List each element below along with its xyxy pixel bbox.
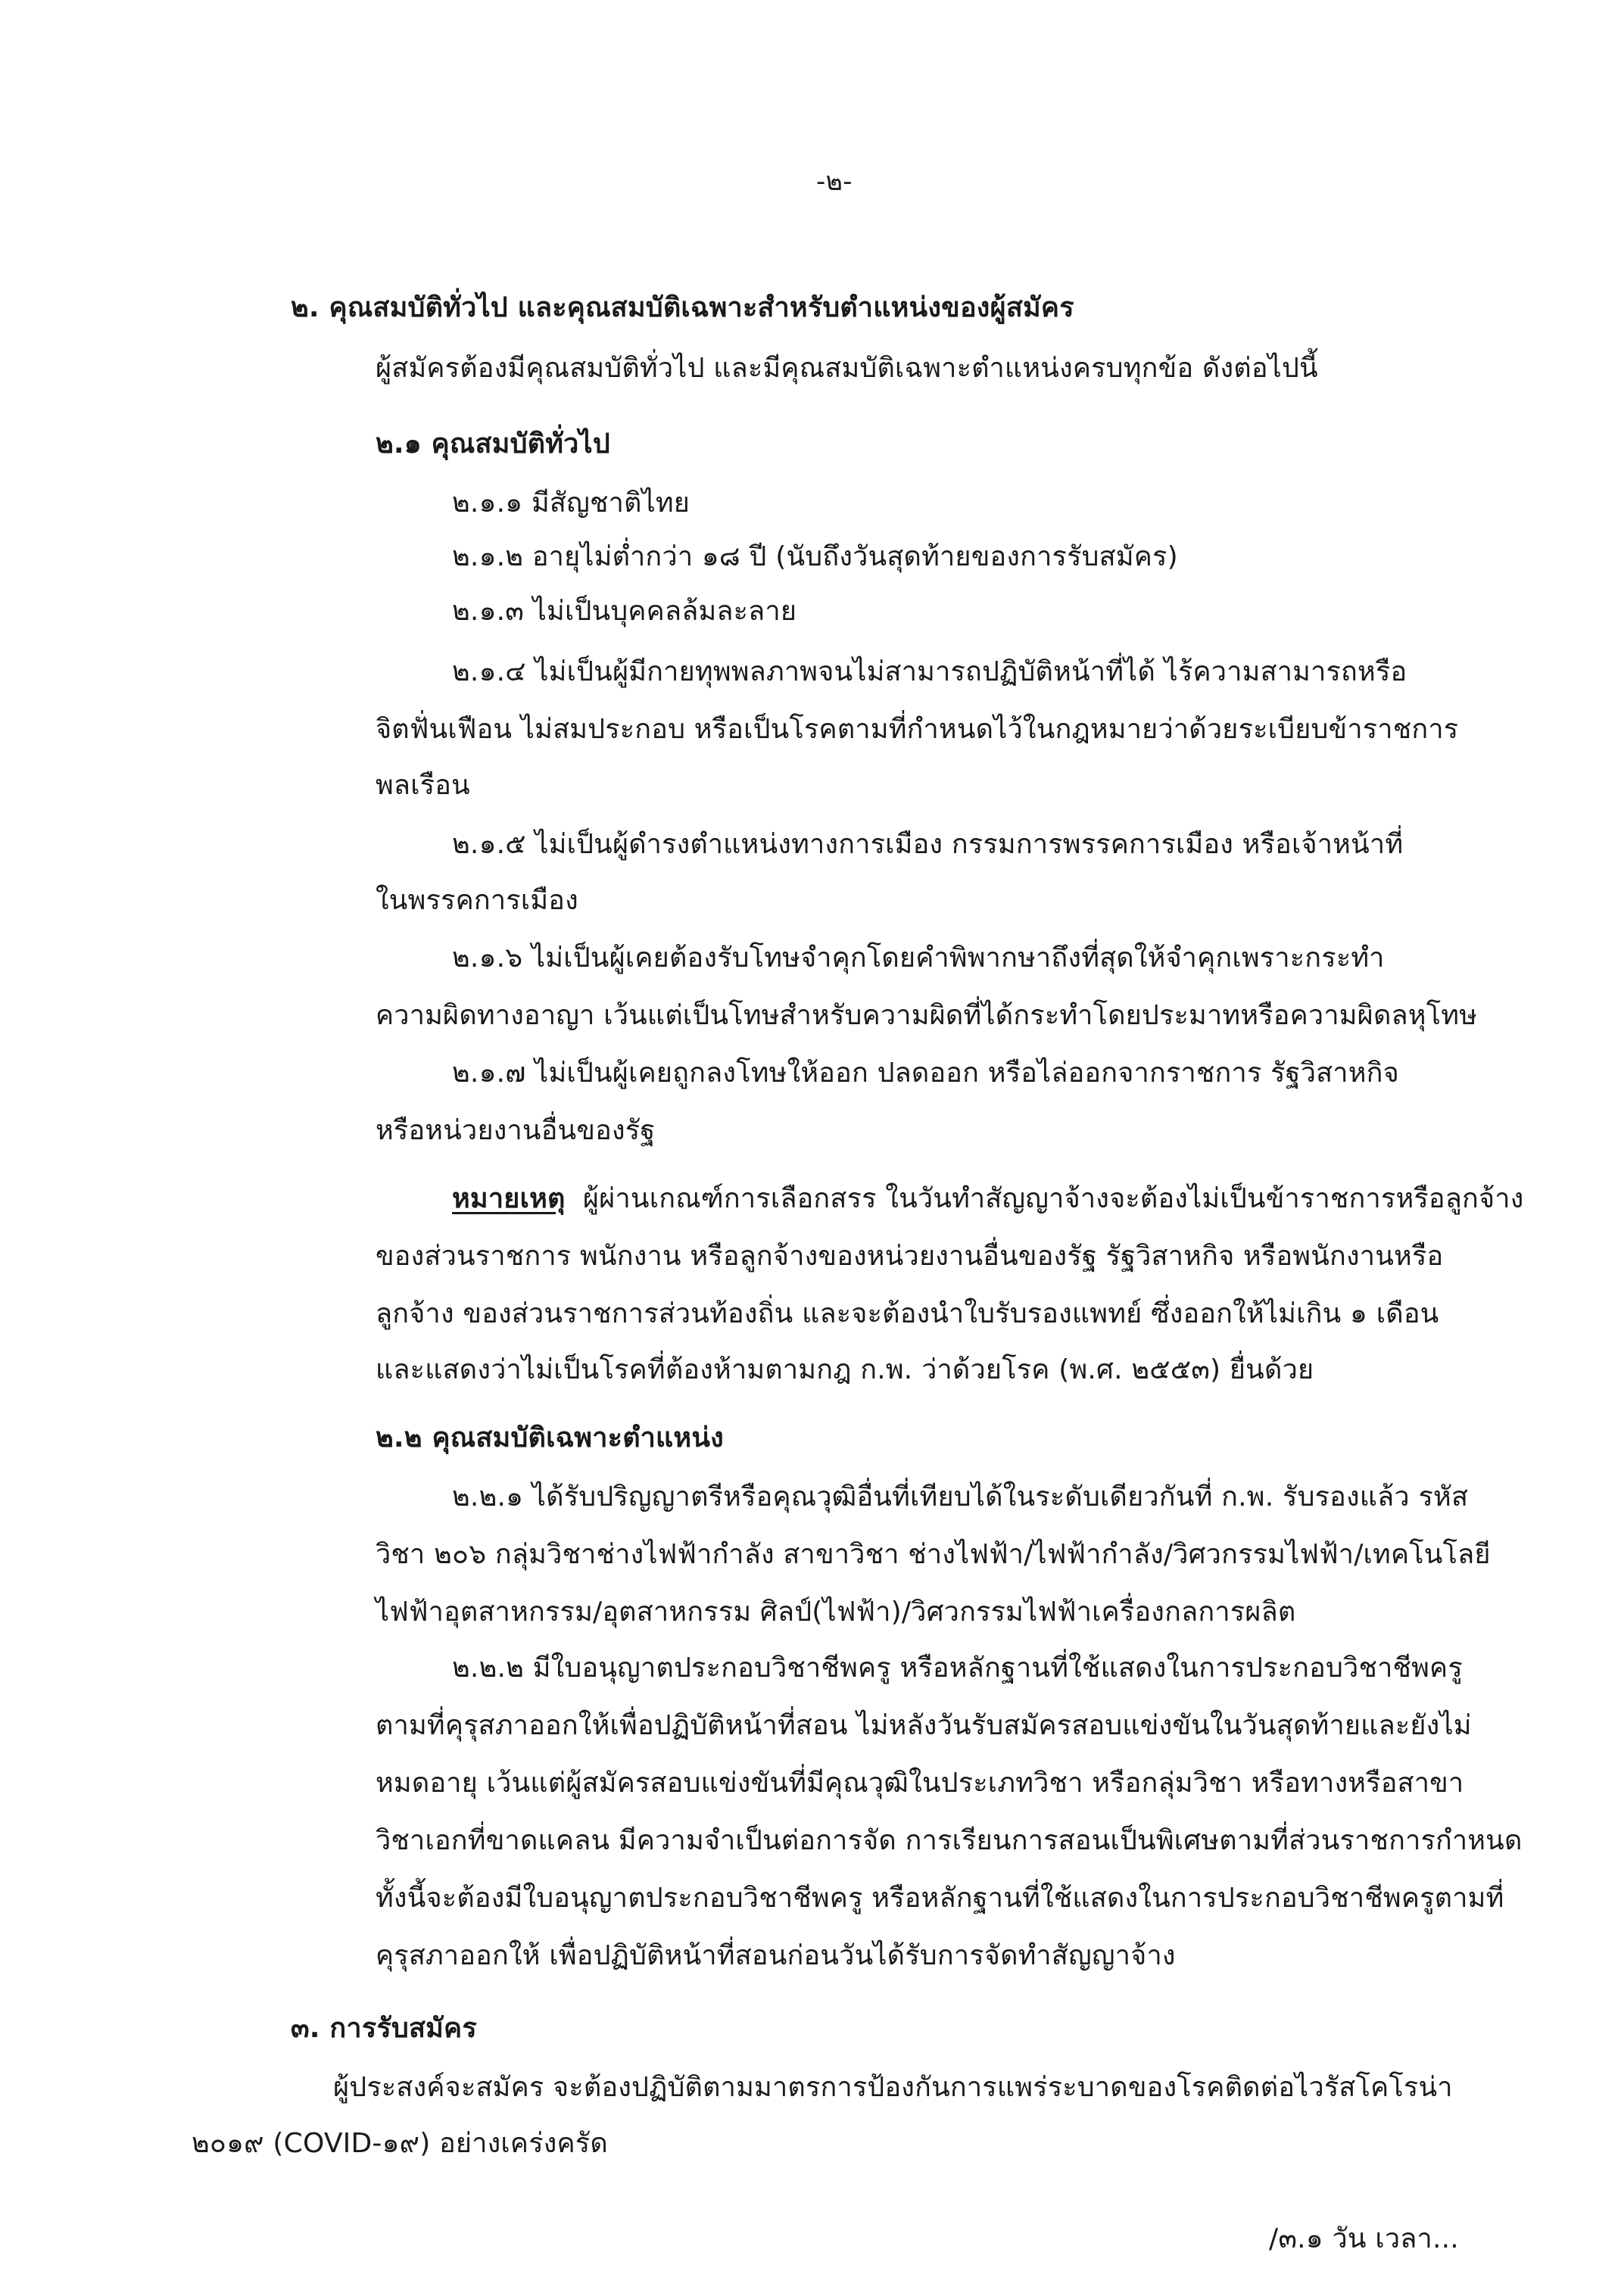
note-line-3: ลูกจ้าง ของส่วนราชการส่วนท้องถิ่น และจะต้องนำใบรับรองแพทย์ ซึ่งออกให้ไม่เกิน ๑ เดือน bbox=[376, 1298, 1439, 1329]
note-line-4: และแสดงว่าไม่เป็นโรคที่ต้องห้ามตามกฎ ก.พ. ว่าด้วยโรค (พ.ศ. ๒๕๕๓) ยื่นด้วย bbox=[376, 1354, 1314, 1385]
general-item-7-line-1: ๒.๑.๗ ไม่เป็นผู้เคยถูกลงโทษให้ออก ปลดออก หรือไล่ออกจากราชการ รัฐวิสาหกิจ bbox=[452, 1058, 1399, 1089]
general-item-4-line-2: จิตฟั่นเฟือน ไม่สมประกอบ หรือเป็นโรคตามที่กำหนดไว้ในกฎหมายว่าด้วยระเบียบข้าราชการ bbox=[376, 714, 1459, 745]
section-2-intro: ผู้สมัครต้องมีคุณสมบัติทั่วไป และมีคุณสมบัติเฉพาะตำแหน่งครบทุกข้อ ดังต่อไปนี้ bbox=[376, 353, 1318, 384]
general-item-5-line-1: ๒.๑.๕ ไม่เป็นผู้ดำรงตำแหน่งทางการเมือง กรรมการพรรคการเมือง หรือเจ้าหน้าที่ bbox=[452, 829, 1404, 860]
general-item-7-line-2: หรือหน่วยงานอื่นของรัฐ bbox=[376, 1115, 656, 1146]
specific-item-2-line-2: ตามที่คุรุสภาออกให้เพื่อปฏิบัติหน้าที่สอน ไม่หลังวันรับสมัครสอบแข่งขันในวันสุดท้ายและยังไม่ bbox=[376, 1710, 1472, 1741]
general-item-6-line-2: ความผิดทางอาญา เว้นแต่เป็นโทษสำหรับความผิดที่ได้กระทำโดยประมาทหรือความผิดลหุโทษ bbox=[376, 1000, 1478, 1031]
general-item-4-line-3: พลเรือน bbox=[376, 770, 470, 801]
note-line-2: ของส่วนราชการ พนักงาน หรือลูกจ้างของหน่วยงานอื่นของรัฐ รัฐวิสาหกิจ หรือพนักงานหรือ bbox=[376, 1241, 1444, 1272]
section-2-heading: ๒. คุณสมบัติทั่วไป และคุณสมบัติเฉพาะสำหรับตำแหน่งของผู้สมัคร bbox=[291, 292, 1074, 323]
general-item-4-line-1: ๒.๑.๔ ไม่เป็นผู้มีกายทุพพลภาพจนไม่สามารถปฏิบัติหน้าที่ได้ ไร้ความสามารถหรือ bbox=[452, 656, 1407, 687]
specific-item-2-line-1: ๒.๒.๒ มีใบอนุญาตประกอบวิชาชีพครู หรือหลักฐานที่ใช้แสดงในการประกอบวิชาชีพครู bbox=[452, 1653, 1463, 1684]
page-number: -๒- bbox=[816, 167, 853, 197]
section-3-heading: ๓. การรับสมัคร bbox=[291, 2013, 477, 2044]
specific-item-1-line-2: วิชา ๒๐๖ กลุ่มวิชาช่างไฟฟ้ากำลัง สาขาวิชา ช่างไฟฟ้า/ไฟฟ้ากำลัง/วิศวกรรมไฟฟ้า/เทคโนโลยี bbox=[376, 1539, 1491, 1570]
specific-qualifications-heading: ๒.๒ คุณสมบัติเฉพาะตำแหน่ง bbox=[376, 1422, 724, 1453]
specific-item-2-line-5: ทั้งนี้จะต้องมีใบอนุญาตประกอบวิชาชีพครู หรือหลักฐานที่ใช้แสดงในการประกอบวิชาชีพครูตามที่ bbox=[376, 1883, 1504, 1914]
note-line-1 bbox=[452, 1181, 1523, 1217]
section-3-line-2: ๒๐๑๙ (COVID-๑๙) อย่างเคร่งครัด bbox=[192, 2128, 608, 2159]
general-item-3: ๒.๑.๓ ไม่เป็นบุคคลล้มละลาย bbox=[452, 596, 797, 627]
specific-item-1-line-3: ไฟฟ้าอุตสาหกรรม/อุตสาหกรรม ศิลป์(ไฟฟ้า)/วิศวกรรมไฟฟ้าเครื่องกลการผลิต bbox=[376, 1597, 1296, 1628]
section-3-line-1: ผู้ประสงค์จะสมัคร จะต้องปฏิบัติตามมาตรการป้องกันการแพร่ระบาดของโรคติดต่อไวรัสโคโรน่า bbox=[333, 2072, 1453, 2103]
continuation-marker: /๓.๑ วัน เวลา... bbox=[1269, 2223, 1459, 2254]
specific-item-2-line-4: วิชาเอกที่ขาดแคลน มีความจำเป็นต่อการจัด การเรียนการสอนเป็นพิเศษตามที่ส่วนราชการกำหนด bbox=[376, 1825, 1523, 1856]
note-line-1-text: ผู้ผ่านเกณฑ์การเลือกสรร ในวันทำสัญญาจ้างจะต้องไม่เป็นข้าราชการหรือลูกจ้าง bbox=[582, 1183, 1524, 1214]
general-qualifications-heading: ๒.๑ คุณสมบัติทั่วไป bbox=[376, 428, 610, 460]
general-item-6-line-1: ๒.๑.๖ ไม่เป็นผู้เคยต้องรับโทษจำคุกโดยคำพิพากษาถึงที่สุดให้จำคุกเพราะกระทำ bbox=[452, 942, 1385, 974]
general-item-2: ๒.๑.๒ อายุไม่ต่ำกว่า ๑๘ ปี (นับถึงวันสุดท้ายของการรับสมัคร) bbox=[452, 541, 1178, 572]
specific-item-2-line-6: คุรุสภาออกให้ เพื่อปฏิบัติหน้าที่สอนก่อนวันได้รับการจัดทำสัญญาจ้าง bbox=[376, 1940, 1176, 1971]
general-item-1: ๒.๑.๑ มีสัญชาติไทย bbox=[452, 488, 690, 519]
note-label: หมายเหตุ bbox=[452, 1183, 566, 1214]
general-item-5-line-2: ในพรรคการเมือง bbox=[376, 885, 578, 916]
specific-item-2-line-3: หมดอายุ เว้นแต่ผู้สมัครสอบแข่งขันที่มีคุณวุฒิในประเภทวิชา หรือกลุ่มวิชา หรือทางหรือสาขา bbox=[376, 1768, 1464, 1799]
specific-item-1-line-1: ๒.๒.๑ ได้รับปริญญาตรีหรือคุณวุฒิอื่นที่เทียบได้ในระดับเดียวกันที่ ก.พ. รับรองแล้ว รหัส bbox=[452, 1481, 1469, 1512]
